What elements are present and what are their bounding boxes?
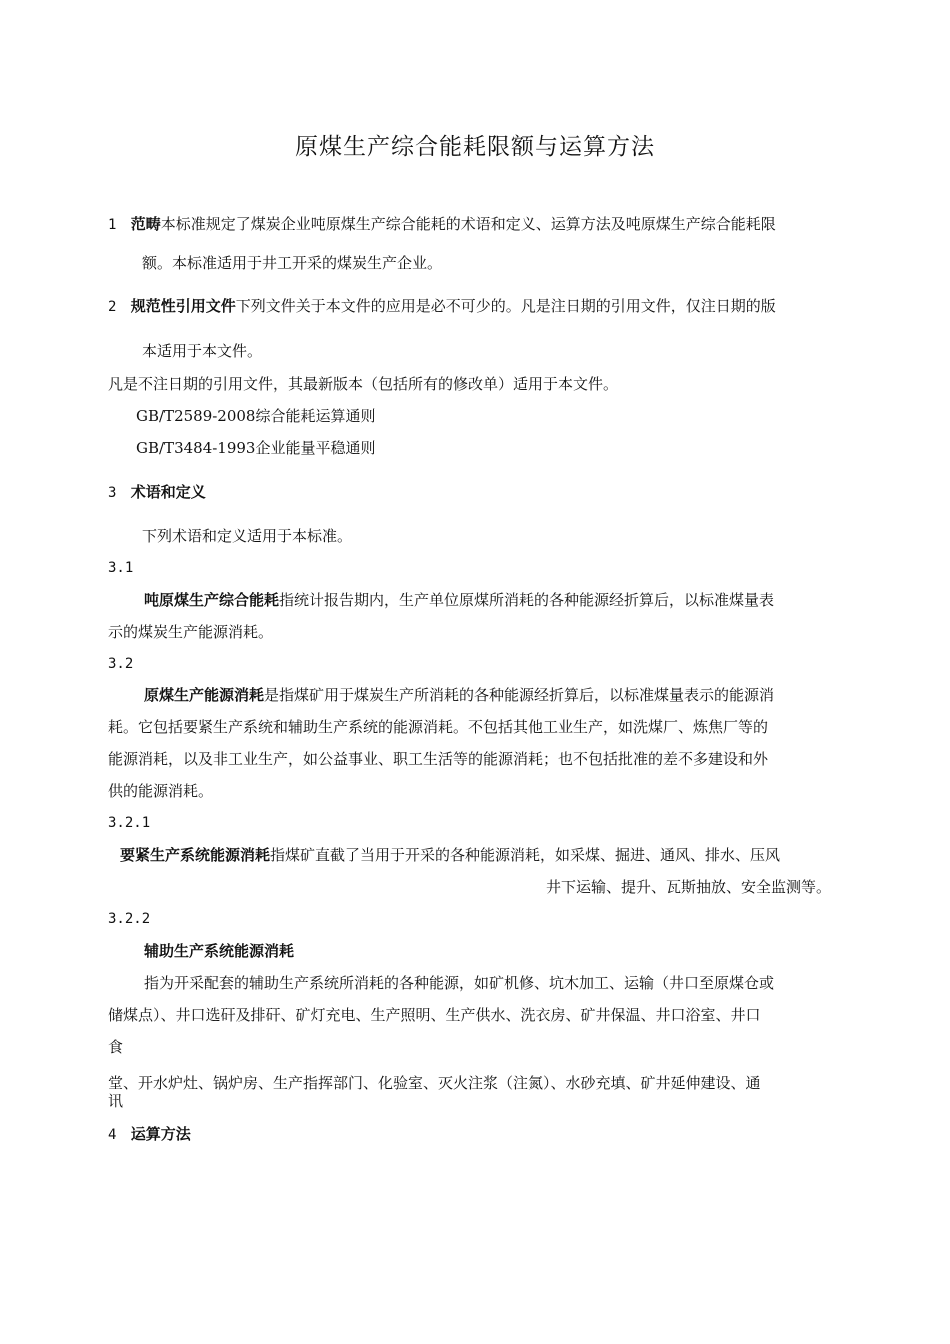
term: 吨原煤生产综合能耗 [144, 591, 280, 609]
subsection-3-2-line-2: 耗。它包括要紧生产系统和辅助生产系统的能源消耗。不包括其他工业生产，如洗煤厂、炼焦厂等的 [108, 718, 769, 736]
subsection-3-2-2-line-5: 讯 [108, 1092, 124, 1110]
subsection-number: 3.2.2 [108, 911, 151, 927]
subsection-3-2-1-line-2: 井下运输、提升、瓦斯抽放、安全监测等。 [546, 878, 832, 896]
subsection-3-2-1-line-1 [120, 845, 780, 865]
subsection-3-2-line-3: 能源消耗，以及非工业生产，如公益事业、职工生活等的能源消耗；也不包括批准的差不多建设和外 [108, 750, 769, 768]
subsection-number: 3.2 [108, 656, 134, 672]
paragraph-text: 指煤矿直截了当用于开采的各种能源消耗，如采煤、掘进、通风、排水、压风 [270, 846, 781, 864]
subsection-number: 3.1 [108, 560, 134, 576]
section-heading: 运算方法 [130, 1125, 191, 1143]
section-3-heading [108, 482, 206, 503]
section-number: 1 [108, 217, 117, 233]
reference-1: GB/T2589-2008综合能耗运算通则 [136, 407, 376, 425]
section-number: 4 [108, 1127, 117, 1143]
subsection-3-2-2-term: 辅助生产系统能源消耗 [144, 942, 295, 960]
term: 要紧生产系统能源消耗 [120, 846, 271, 864]
paragraph-text: 指统计报告期内，生产单位原煤所消耗的各种能源经折算后，以标准煤量表 [279, 591, 775, 609]
section-1-line-2: 额。本标准适用于井工开采的煤炭生产企业。 [142, 254, 443, 272]
subsection-3-2-2-line-2: 储煤点）、井口选矸及排矸、矿灯充电、生产照明、生产供水、洗衣房、矿井保温、井口浴室、井口 [108, 1006, 761, 1024]
document-title: 原煤生产综合能耗限额与运算方法 [295, 134, 655, 160]
subsection-3-2-2-line-3: 食 [108, 1038, 124, 1056]
subsection-number: 3.2.1 [108, 815, 151, 831]
subsection-3-2-line-4: 供的能源消耗。 [108, 782, 214, 800]
paragraph-text: 本标准规定了煤炭企业吨原煤生产综合能耗的术语和定义、运算方法及吨原煤生产综合能耗限 [160, 215, 776, 233]
section-heading: 术语和定义 [130, 483, 206, 501]
section-heading: 范畴 [130, 215, 161, 233]
section-4-heading [108, 1124, 191, 1145]
reference-2: GB/T3484-1993企业能量平稳通则 [136, 439, 376, 457]
section-number: 3 [108, 485, 117, 501]
paragraph-text: 是指煤矿用于煤炭生产所消耗的各种能源经折算后，以标准煤量表示的能源消 [264, 686, 775, 704]
subsection-3-1-line-1 [144, 590, 774, 610]
section-2-line-3: 凡是不注日期的引用文件，其最新版本（包括所有的修改单）适用于本文件。 [108, 375, 619, 393]
section-2-line-1 [108, 296, 776, 317]
subsection-3-2-2-line-4: 堂、开水炉灶、锅炉房、生产指挥部门、化验室、灭火注浆（注氮）、水砂充填、矿井延伸建设、通 [108, 1074, 761, 1092]
section-1-line-1 [108, 214, 776, 235]
section-3-intro: 下列术语和定义适用于本标准。 [142, 527, 353, 545]
term: 原煤生产能源消耗 [144, 686, 265, 704]
subsection-3-2-line-1 [144, 685, 774, 705]
section-2-line-2: 本适用于本文件。 [142, 342, 263, 360]
section-number: 2 [108, 299, 117, 315]
section-heading: 规范性引用文件 [130, 297, 236, 315]
paragraph-text: 下列文件关于本文件的应用是必不可少的。凡是注日期的引用文件，仅注日期的版 [235, 297, 776, 315]
subsection-3-1-line-2: 示的煤炭生产能源消耗。 [108, 623, 274, 641]
subsection-3-2-2-line-1: 指为开采配套的辅助生产系统所消耗的各种能源，如矿机修、坑木加工、运输（井口至原煤仓或 [144, 974, 775, 992]
